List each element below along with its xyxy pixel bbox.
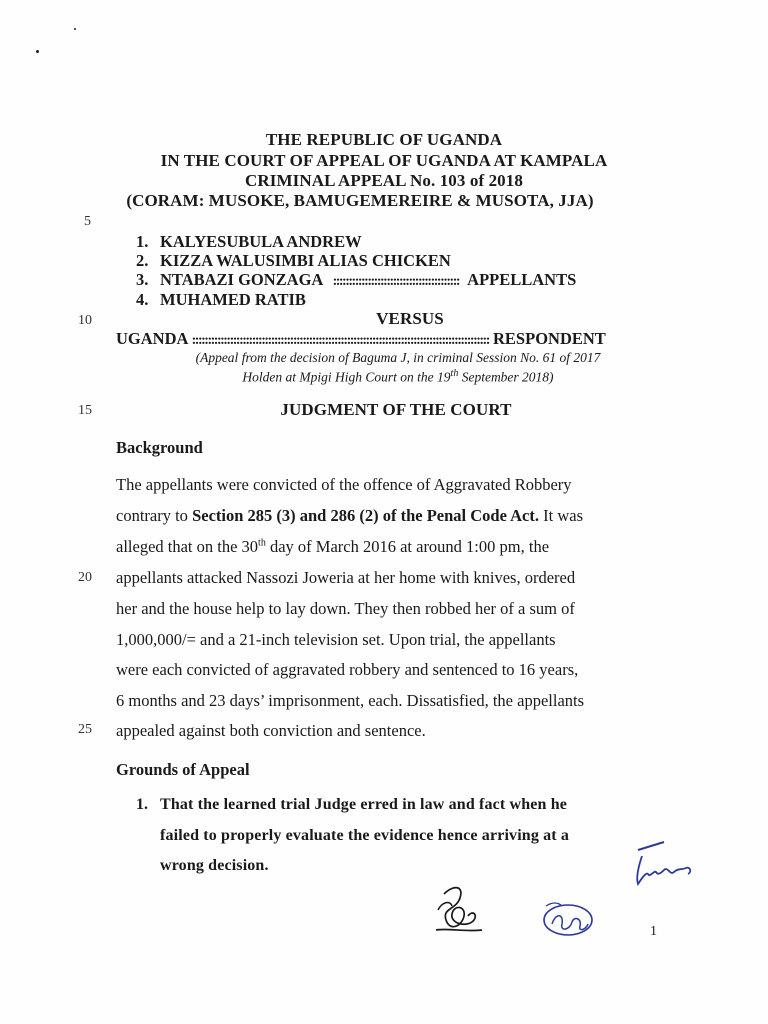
paragraph-text: day of March 2016 at around 1:00 pm, the <box>265 537 550 556</box>
respondent-name: UGANDA <box>116 329 188 348</box>
appellant-number: 3. <box>136 270 149 289</box>
line-number: 15 <box>78 403 92 418</box>
paragraph-line: The appellants were convicted of the offence of Aggravated Robbery <box>116 475 572 494</box>
line-number: 25 <box>78 722 92 737</box>
paragraph-text: alleged that on the 30 <box>116 537 259 556</box>
respondent-line <box>116 329 606 349</box>
paragraph-line: 6 months and 23 days’ imprisonment, each. Dissatisfied, the appellants <box>116 691 585 710</box>
background-heading: Background <box>116 438 203 457</box>
appeal-note-text: September 2018) <box>458 369 554 385</box>
respondent-dots: :::::::::::::::::::::::::::::::::::::::::::::::::::::::::::::::::::::::::::::::::::::::::::::: <box>191 333 489 348</box>
line-number: 5 <box>84 214 91 229</box>
appeal-note-line2 <box>14 368 768 386</box>
judge-signature-2 <box>536 896 606 946</box>
paragraph-line: 1,000,000/= and a 21-inch television set. Upon trial, the appellants <box>116 630 556 649</box>
scan-speck <box>36 50 39 53</box>
header-coram: (CORAM: MUSOKE, BAMUGEMEREIRE & MUSOTA, JJA) <box>126 191 594 210</box>
appellant-1 <box>136 232 362 252</box>
appellant-number: 4. <box>136 290 149 309</box>
appellants-dots: :::::::::::::::::::::::::::::::::::::::: <box>332 274 460 289</box>
appeal-note-text: Holden at Mpigi High Court on the 19 <box>242 369 451 385</box>
paragraph-line: her and the house help to lay down. They then robbed her of a sum of <box>116 599 575 618</box>
appellant-name: KALYESUBULA ANDREW <box>160 232 362 251</box>
paragraph-line: appellants attacked Nassozi Joweria at her home with knives, ordered <box>116 568 576 587</box>
paragraph-line <box>116 506 583 526</box>
header-republic: THE REPUBLIC OF UGANDA <box>265 130 503 149</box>
statute-reference: Section 285 (3) and 286 (2) of the Penal Code Act. <box>192 506 539 525</box>
line-number: 20 <box>78 570 92 585</box>
appeal-note-line1: (Appeal from the decision of Baguma J, in criminal Session No. 61 of 2017 <box>195 350 601 365</box>
appellant-name: MUHAMED RATIB <box>160 290 306 309</box>
header-court: IN THE COURT OF APPEAL OF UGANDA AT KAMPALA <box>160 151 608 170</box>
paragraph-sup: th <box>258 537 266 549</box>
appellants-label: APPELLANTS <box>467 270 577 289</box>
appellant-name: NTABAZI GONZAGA <box>160 270 323 289</box>
appellant-4 <box>136 290 306 310</box>
header-appeal-number: CRIMINAL APPEAL No. 103 of 2018 <box>245 171 523 190</box>
appellant-number: 1. <box>136 232 149 251</box>
appellant-number: 2. <box>136 251 149 270</box>
ground-line: That the learned trial Judge erred in law and fact when he <box>160 796 568 813</box>
appellant-3 <box>136 270 576 290</box>
judgment-title: JUDGMENT OF THE COURT <box>280 400 512 419</box>
grounds-heading: Grounds of Appeal <box>116 760 250 779</box>
paragraph-text: It was <box>539 506 583 525</box>
ground-line: failed to properly evaluate the evidence hence arriving at a <box>160 827 570 844</box>
ground-number: 1. <box>136 796 148 813</box>
appellant-2 <box>136 251 451 271</box>
paragraph-line <box>116 537 549 557</box>
scan-speck <box>74 28 76 30</box>
initials-signature-right <box>620 822 710 892</box>
respondent-label: RESPONDENT <box>493 329 606 348</box>
appeal-note-sup: th <box>450 368 459 379</box>
page-number: 1 <box>650 924 657 939</box>
appellant-name: KIZZA WALUSIMBI ALIAS CHICKEN <box>160 251 451 270</box>
ground-line: wrong decision. <box>160 857 269 874</box>
paragraph-text: contrary to <box>116 506 193 525</box>
paragraph-line: were each convicted of aggravated robbery and sentenced to 16 years, <box>116 660 579 679</box>
paragraph-line: appealed against both conviction and sentence. <box>116 721 426 740</box>
versus-label: VERSUS <box>376 309 444 328</box>
judge-signature-1 <box>424 880 494 940</box>
line-number: 10 <box>78 313 92 328</box>
